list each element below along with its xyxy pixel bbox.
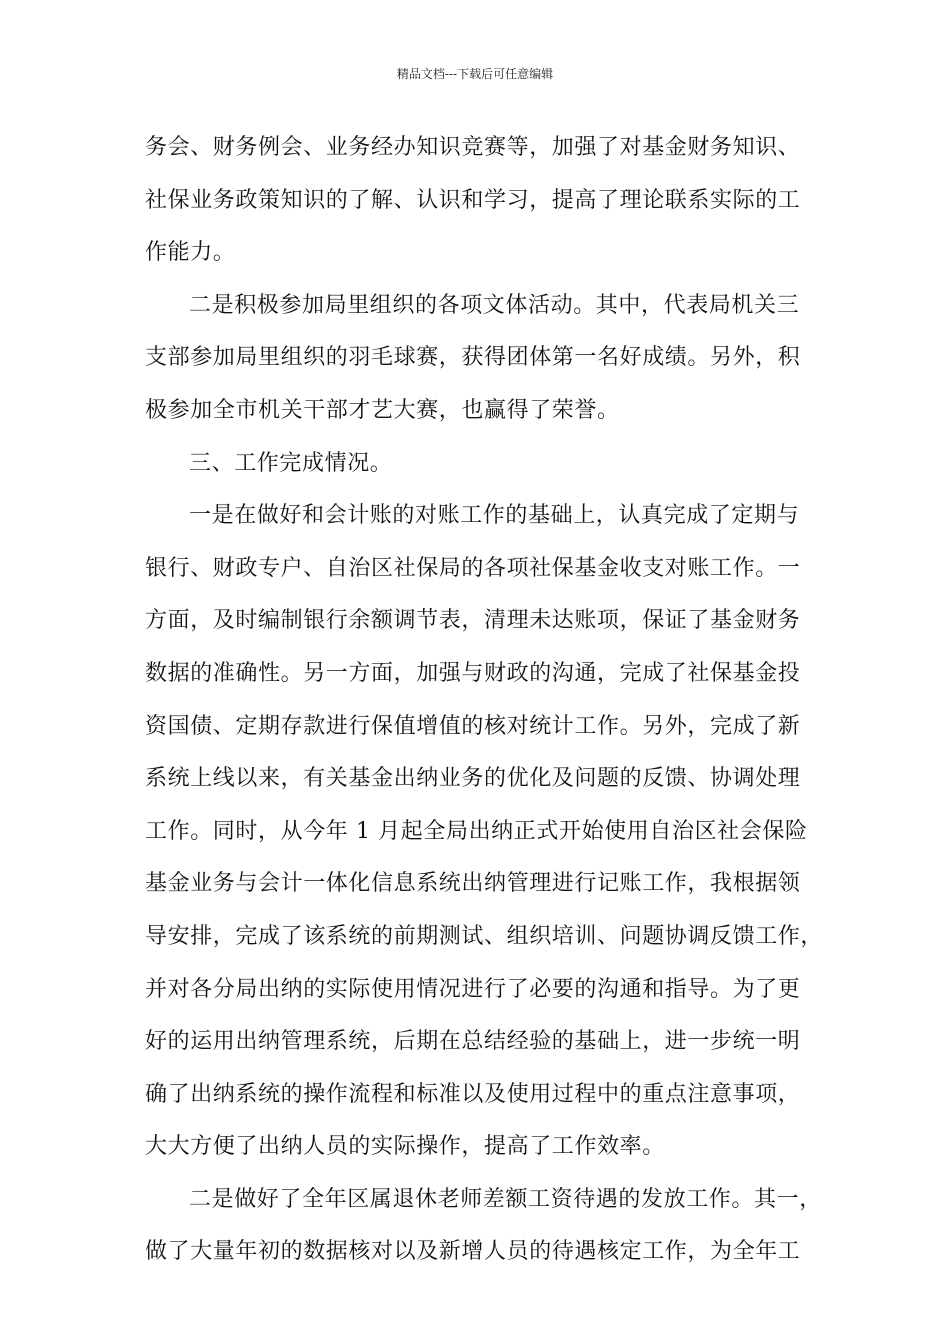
document-body <box>145 127 835 1284</box>
text-line: 数据的准确性。另一方面，加强与财政的沟通，完成了社保基金投 <box>145 660 801 686</box>
text-line: 并对各分局出纳的实际使用情况进行了必要的沟通和指导。为了更 <box>145 976 801 1002</box>
paragraph-start-line: 二是积极参加局里组织的各项文体活动。其中，代表局机关三 <box>189 292 800 318</box>
text-line: 支部参加局里组织的羽毛球赛，获得团体第一名好成绩。另外，积 <box>145 345 801 371</box>
text-line: 极参加全市机关干部才艺大赛，也赢得了荣誉。 <box>145 397 620 423</box>
text-line: 作能力。 <box>145 240 236 266</box>
text-line: 确了出纳系统的操作流程和标准以及使用过程中的重点注意事项， <box>145 1081 801 1107</box>
text-line: 系统上线以来，有关基金出纳业务的优化及问题的反馈、协调处理 <box>145 766 801 792</box>
text-line: 好的运用出纳管理系统，后期在总结经验的基础上，进一步统一明 <box>145 1029 801 1055</box>
text-line: 资国债、定期存款进行保值增值的核对统计工作。另外，完成了新 <box>145 713 801 739</box>
text-line: 大大方便了出纳人员的实际操作，提高了工作效率。 <box>145 1134 665 1160</box>
text-line: 基金业务与会计一体化信息系统出纳管理进行记账工作，我根据领 <box>145 871 801 897</box>
text-line: 做了大量年初的数据核对以及新增人员的待遇核定工作，为全年工 <box>145 1239 801 1265</box>
paragraph-start-line: 一是在做好和会计账的对账工作的基础上，认真完成了定期与 <box>189 503 800 529</box>
text-line: 导安排，完成了该系统的前期测试、组织培训、问题协调反馈工作， <box>145 923 824 949</box>
page-header: 精品文档---下载后可任意编辑 <box>396 67 554 81</box>
paragraph-start-line: 二是做好了全年区属退休老师差额工资待遇的发放工作。其一， <box>189 1186 822 1212</box>
text-line: 方面，及时编制银行余额调节表，清理未达账项，保证了基金财务 <box>145 608 801 634</box>
text-line: 工作。同时，从今年 1 月起全局出纳正式开始使用自治区社会保险 <box>145 818 808 844</box>
section-heading: 三、工作完成情况。 <box>189 450 393 476</box>
text-line: 银行、财政专户、自治区社保局的各项社保基金收支对账工作。一 <box>145 555 801 581</box>
text-line: 社保业务政策知识的了解、认识和学习，提高了理论联系实际的工 <box>145 187 801 213</box>
text-line: 务会、财务例会、业务经办知识竞赛等，加强了对基金财务知识、 <box>145 135 801 160</box>
